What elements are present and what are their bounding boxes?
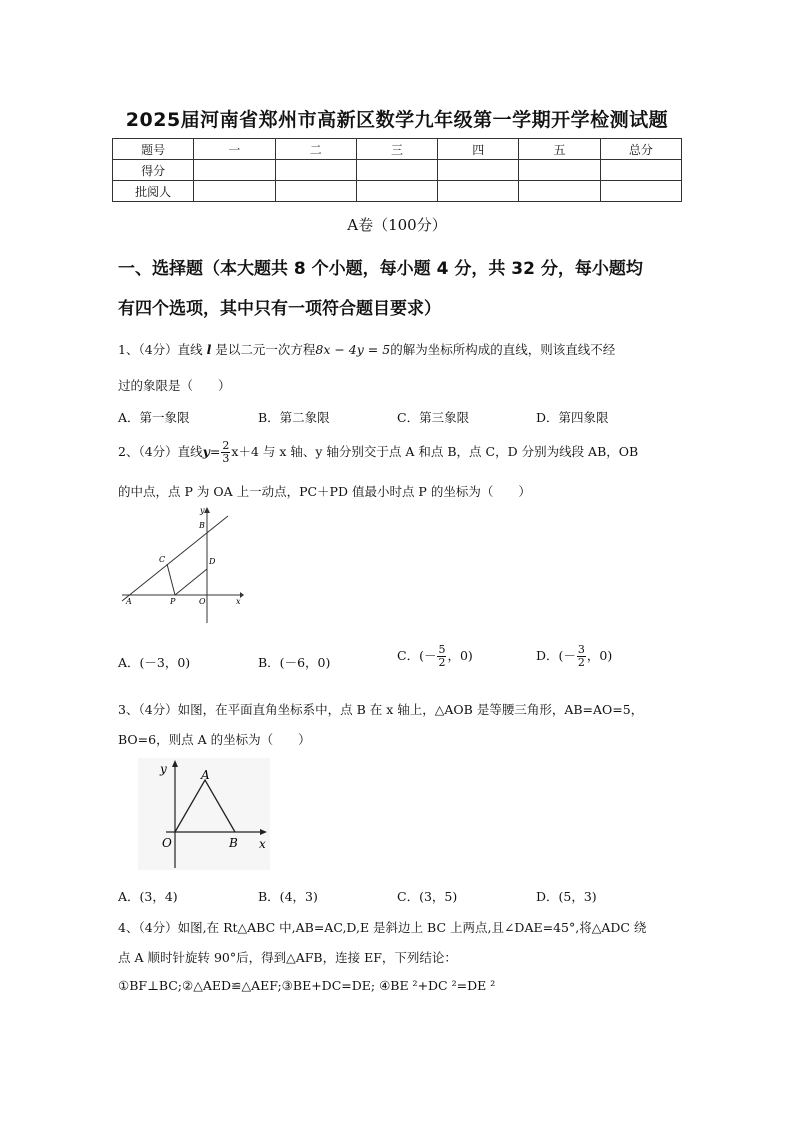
option-text: ，0) — [586, 648, 613, 663]
label-b: B — [229, 836, 238, 850]
label-b: B — [199, 521, 205, 530]
q1-line2: 过的象限是（ ） — [118, 378, 231, 393]
q3-option-b[interactable]: B．(4，3) — [258, 889, 318, 904]
table-cell[interactable] — [275, 160, 356, 181]
label-a: A — [201, 768, 210, 782]
q3-line1: 3、（4分）如图，在平面直角坐标系中，点 B 在 x 轴上，△AOB 是等腰三角形，AB=AO=5， — [118, 702, 644, 717]
q2-line2: 的中点，点 P 为 OA 上一动点，PC＋PD 值最小时点 P 的坐标为（ ） — [118, 484, 531, 499]
segment-cp — [167, 564, 175, 595]
q3-option-d[interactable]: D．(5，3) — [536, 889, 597, 904]
table-row — [113, 160, 682, 181]
table-row — [113, 181, 682, 202]
table-cell[interactable] — [600, 160, 681, 181]
q2-variable: y — [202, 444, 210, 459]
q1-text: 1、（4分）直线 — [118, 342, 207, 357]
label-a: A — [126, 597, 132, 606]
label-d: D — [209, 557, 216, 566]
table-cell: 五 — [519, 139, 600, 160]
y-axis-arrow — [204, 507, 210, 513]
table-cell: 一 — [194, 139, 275, 160]
table-cell[interactable] — [438, 160, 519, 181]
table-cell[interactable] — [438, 181, 519, 202]
table-cell: 三 — [356, 139, 437, 160]
score-table-header — [113, 139, 682, 160]
q1-equation: 8x − 4y = 5 — [315, 342, 391, 357]
q2-option-b[interactable]: B．(－6，0) — [258, 655, 331, 670]
option-text: ，0) — [447, 648, 473, 663]
fraction-denominator: 2 — [577, 656, 585, 669]
table-cell: 总分 — [600, 139, 681, 160]
label-o: O — [199, 597, 206, 606]
label-p: P — [170, 597, 176, 606]
table-cell[interactable] — [275, 181, 356, 202]
option-fraction — [577, 644, 586, 669]
x-axis-arrow — [240, 592, 244, 598]
part1-heading-line2: 有四个选项，其中只有一项符合题目要求） — [118, 299, 441, 319]
q2-text: = — [209, 444, 221, 459]
option-text: D．(－ — [536, 648, 576, 663]
label-o: O — [162, 836, 172, 850]
q2-text: x＋4 与 x 轴、y 轴分别交于点 A 和点 B，点 C，D 分别为线段 AB，OB — [231, 444, 639, 459]
table-cell[interactable] — [600, 181, 681, 202]
q4-line2: 点 A 顺时针旋转 90°后，得到△AFB，连接 EF，下列结论： — [118, 950, 457, 965]
table-cell: 二 — [275, 139, 356, 160]
q1-variable: l — [206, 342, 212, 357]
table-cell: 题号 — [113, 139, 194, 160]
option-fraction — [437, 644, 446, 669]
q2-option-a[interactable]: A．(－3，0) — [118, 655, 191, 670]
label-c: C — [159, 555, 166, 564]
table-cell[interactable] — [194, 181, 275, 202]
q3-line2: BO=6，则点 A 的坐标为（ ） — [118, 732, 311, 747]
label-x: x — [259, 837, 266, 851]
fraction-numerator: 2 — [222, 439, 230, 452]
exam-title: 2025届河南省郑州市高新区数学九年级第一学期开学检测试题 — [125, 109, 669, 131]
q3-figure — [138, 758, 270, 870]
part1-heading-line1: 一、选择题（本大题共 8 个小题，每小题 4 分，共 32 分，每小题均 — [118, 259, 643, 279]
q1-text: 是以二元一次方程 — [211, 342, 316, 357]
table-cell[interactable] — [356, 160, 437, 181]
q1-option-b[interactable]: B．第二象限 — [258, 410, 330, 425]
q3-option-a[interactable]: A．(3，4) — [118, 889, 178, 904]
fraction-numerator: 3 — [577, 643, 585, 656]
table-cell[interactable] — [194, 160, 275, 181]
option-text: C．(－ — [397, 648, 437, 663]
q2-fraction — [221, 440, 230, 465]
table-cell[interactable] — [519, 181, 600, 202]
table-cell[interactable] — [519, 160, 600, 181]
q2-line1 — [118, 440, 638, 465]
label-x: x — [236, 597, 241, 606]
fraction-denominator: 3 — [222, 452, 230, 465]
fraction-denominator: 2 — [438, 656, 446, 669]
segment-pd — [175, 569, 207, 595]
q1-text: 的解为坐标所构成的直线，则该直线不经 — [390, 342, 616, 357]
q1-option-c[interactable]: C．第三象限 — [397, 410, 470, 425]
q2-option-c[interactable] — [397, 644, 473, 669]
table-cell[interactable] — [356, 181, 437, 202]
q2-figure — [118, 505, 248, 627]
label-y: y — [160, 762, 167, 776]
table-cell: 批阅人 — [113, 181, 194, 202]
q1-option-a[interactable]: A．第一象限 — [118, 410, 190, 425]
table-cell: 四 — [438, 139, 519, 160]
score-table — [112, 138, 682, 202]
q4-line1: 4、（4分）如图,在 Rt△ABC 中,AB=AC,D,E 是斜边上 BC 上两点,且∠DAE=45°,将△ADC 绕 — [118, 920, 647, 935]
q1-line1 — [118, 340, 615, 358]
label-y: y — [200, 506, 205, 515]
q2-text: 2、（4分）直线 — [118, 444, 203, 459]
fraction-numerator: 5 — [438, 643, 446, 656]
q2-option-d[interactable] — [536, 644, 612, 669]
table-cell: 得分 — [113, 160, 194, 181]
q3-option-c[interactable]: C．(3，5) — [397, 889, 458, 904]
q1-option-d[interactable]: D．第四象限 — [536, 410, 609, 425]
q4-line3: ①BF⊥BC;②△AED≌△AEF;③BE+DC=DE; ④BE ²+DC ²=DE ² — [118, 978, 496, 993]
section-a-heading: A卷（100分） — [347, 216, 447, 234]
